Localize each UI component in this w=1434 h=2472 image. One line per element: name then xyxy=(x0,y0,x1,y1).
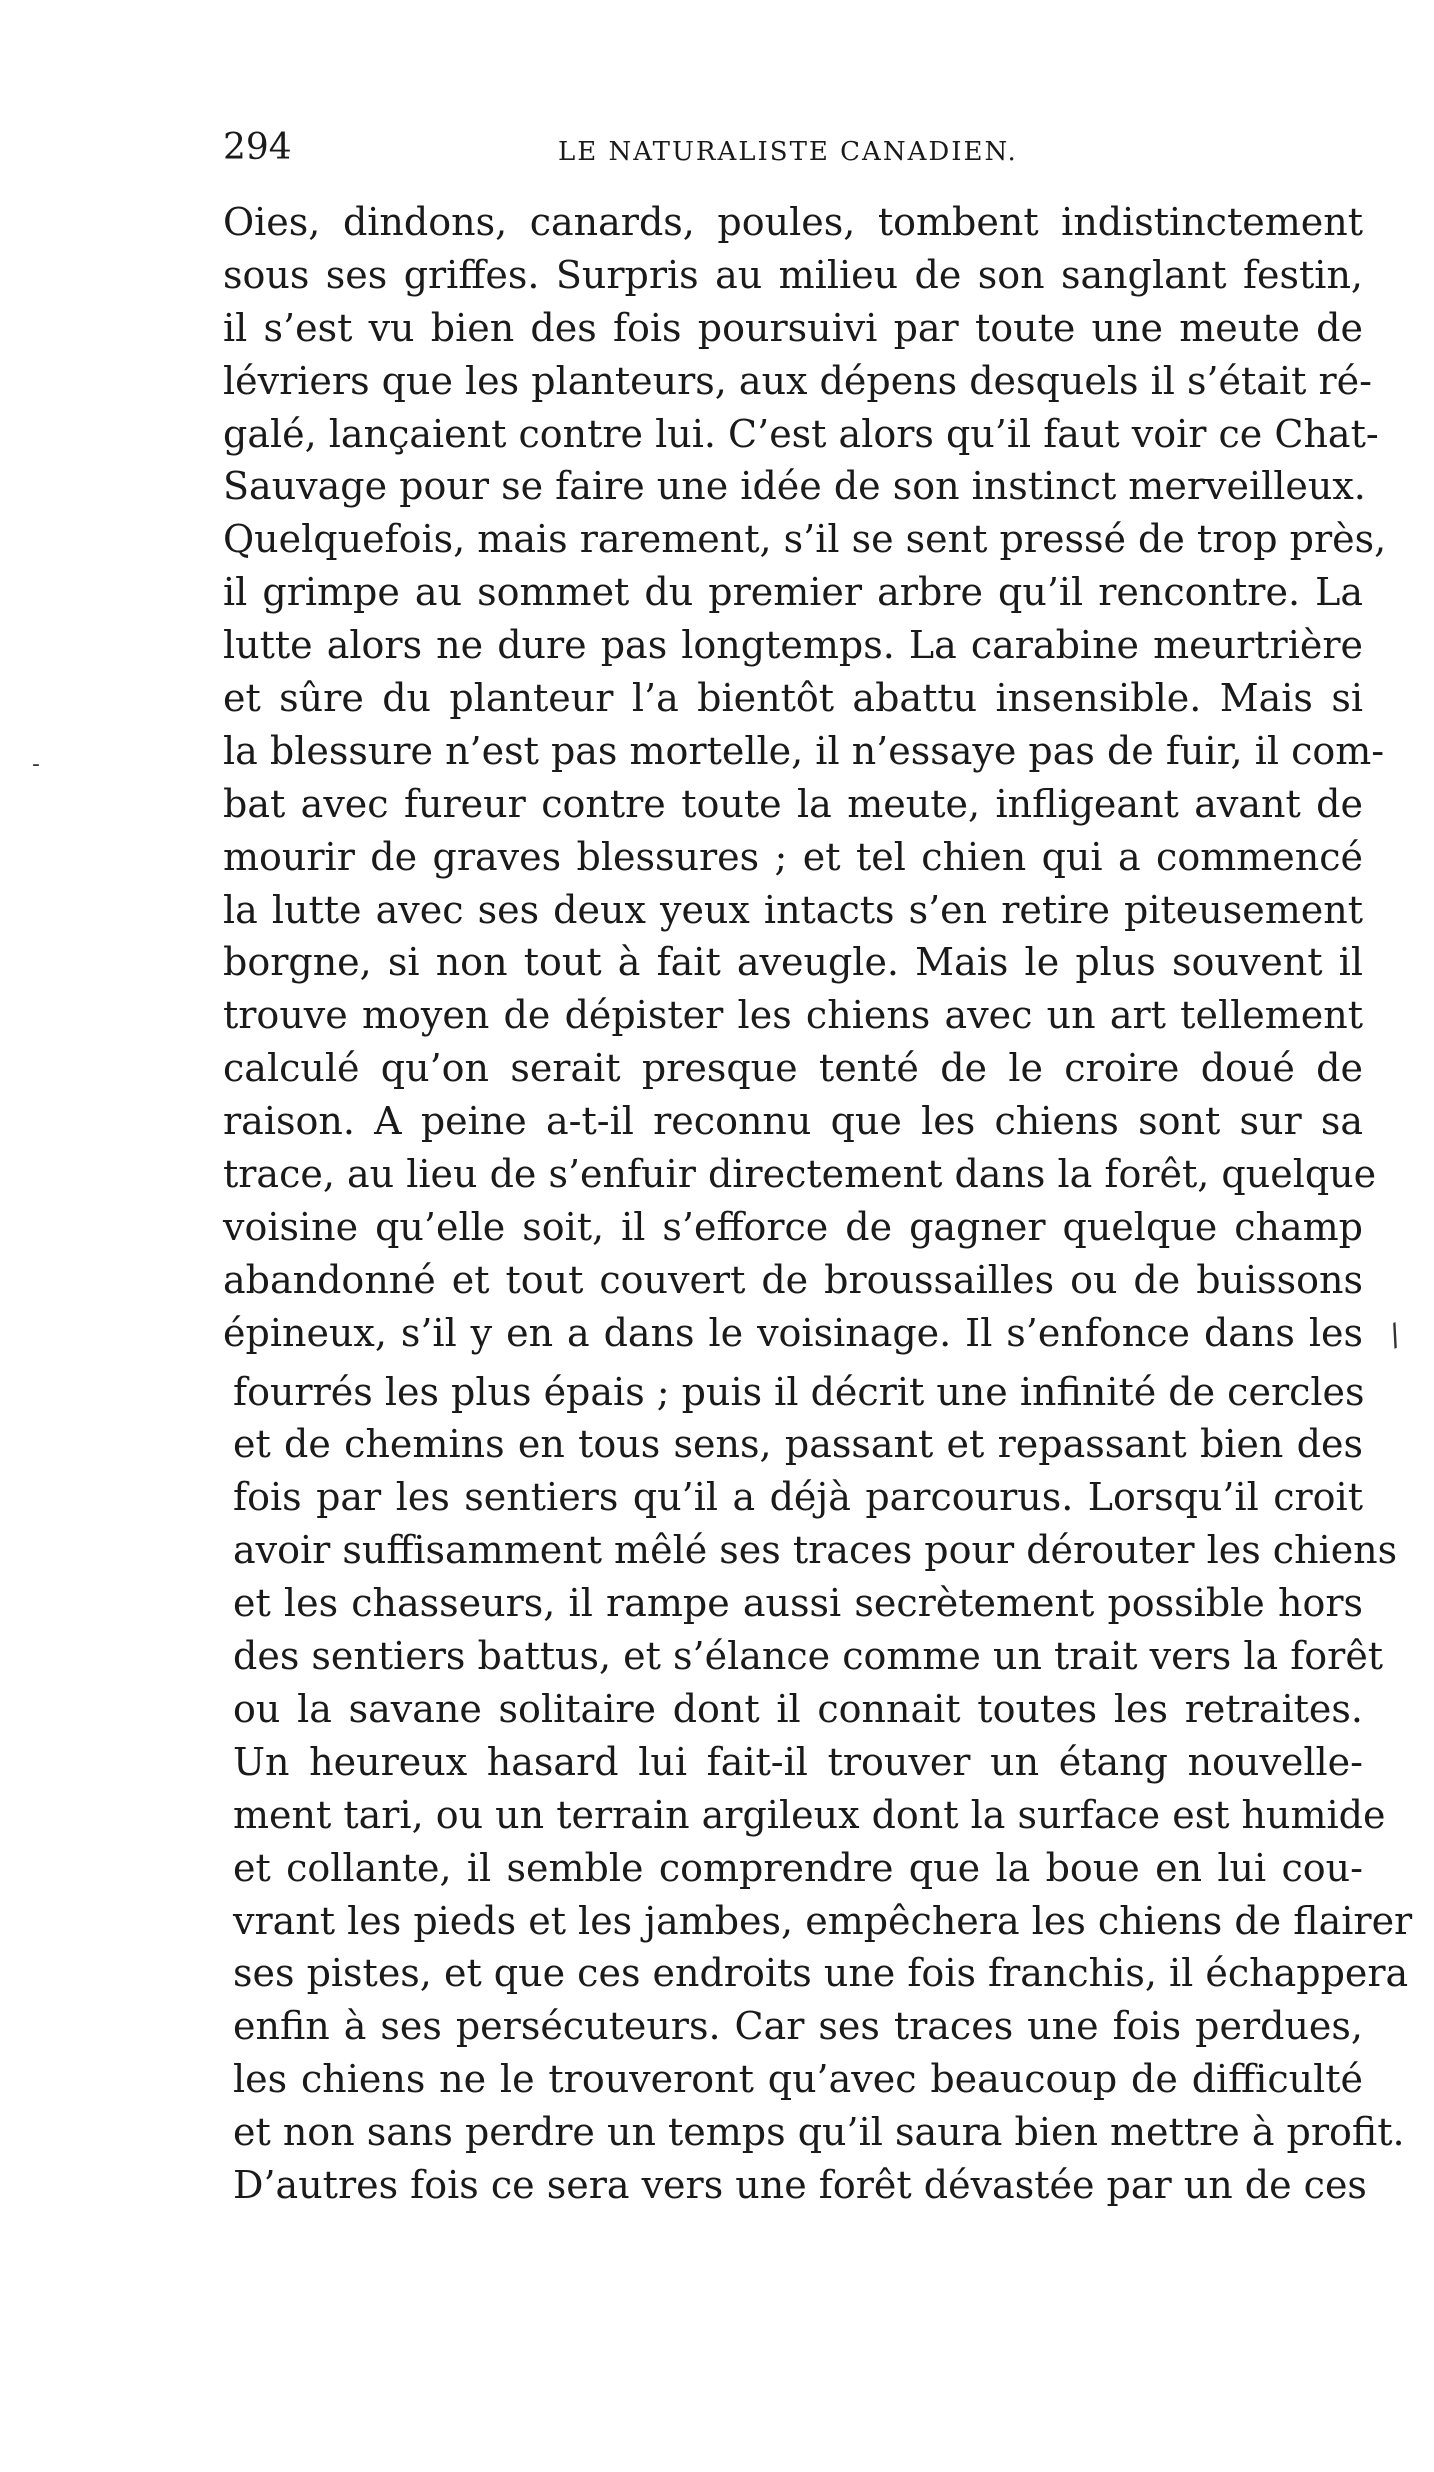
text-line: et de chemins en tous sens, passant et repassant bien des xyxy=(233,1422,1363,1467)
text-line: fois par les sentiers qu’il a déjà parcourus. Lorsqu’il croit xyxy=(233,1475,1363,1520)
text-line: raison. A peine a-t-il reconnu que les chiens sont sur sa xyxy=(223,1099,1363,1144)
text-line: il grimpe au sommet du premier arbre qu’il rencontre. La xyxy=(223,570,1363,615)
text-line: lévriers que les planteurs, aux dépens desquels il s’était ré- xyxy=(223,358,1372,403)
text-line: trace, au lieu de s’enfuir directement dans la forêt, quelque xyxy=(223,1152,1377,1197)
text-line: et non sans perdre un temps qu’il saura bien mettre à profit. xyxy=(233,2110,1405,2155)
text-line: ou la savane solitaire dont il connait toutes les retraites. xyxy=(233,1686,1363,1731)
text-line: Oies, dindons, canards, poules, tombent indistinctement xyxy=(223,200,1363,244)
text-line: et les chasseurs, il rampe aussi secrètement possible hors xyxy=(233,1581,1363,1626)
text-line: la lutte avec ses deux yeux intacts s’en retire piteusement xyxy=(223,887,1363,932)
text-line: Sauvage pour se faire une idée de son instinct merveilleux. xyxy=(223,464,1366,509)
text-block-lower xyxy=(223,1366,1413,2212)
text-line: il s’est vu bien des fois poursuivi par toute une meute de xyxy=(223,305,1363,350)
text-line: vrant les pieds et les jambes, empêchera les chiens de flairer xyxy=(233,1898,1413,1943)
text-line: avoir suffisamment mêlé ses traces pour dérouter les chiens xyxy=(233,1528,1398,1573)
text-line: les chiens ne le trouveront qu’avec beaucoup de difficulté xyxy=(233,2057,1363,2102)
text-block-upper xyxy=(223,196,1387,1360)
text-line: fourrés les plus épais ; puis il décrit une infinité de cercles xyxy=(233,1369,1365,1414)
text-line: bat avec fureur contre toute la meute, infligeant avant de xyxy=(223,781,1363,826)
page-number: 294 xyxy=(223,127,292,168)
text-line: abandonné et tout couvert de broussailles ou de buissons xyxy=(223,1257,1363,1302)
text-line: Quelquefois, mais rarement, s’il se sent pressé de trop près, xyxy=(223,517,1387,562)
text-line: et sûre du planteur l’a bientôt abattu insensible. Mais si xyxy=(223,676,1363,721)
margin-mark-left: - xyxy=(32,752,40,777)
text-line: des sentiers battus, et s’élance comme un trait vers la forêt xyxy=(233,1634,1384,1679)
margin-mark-right: / xyxy=(1384,1317,1406,1354)
text-line: sous ses griffes. Surpris au milieu de son sanglant festin, xyxy=(223,252,1363,297)
text-line: trouve moyen de dépister les chiens avec un art tellement xyxy=(223,993,1363,1038)
text-line: ment tari, ou un terrain argileux dont la surface est humide xyxy=(233,1792,1386,1837)
text-line: galé, lançaient contre lui. C’est alors qu’il faut voir ce Chat- xyxy=(223,411,1379,456)
text-line: enfin à ses persécuteurs. Car ses traces une fois perdues, xyxy=(233,2004,1363,2049)
text-line: épineux, s’il y en a dans le voisinage. Il s’enfonce dans les xyxy=(223,1310,1363,1355)
text-line: mourir de graves blessures ; et tel chien qui a commencé xyxy=(223,834,1363,879)
text-line: la blessure n’est pas mortelle, il n’essaye pas de fuir, il com- xyxy=(223,728,1385,773)
text-line: lutte alors ne dure pas longtemps. La carabine meurtrière xyxy=(223,623,1363,668)
text-line: Un heureux hasard lui fait-il trouver un étang nouvelle- xyxy=(233,1739,1363,1784)
text-line: calculé qu’on serait presque tenté de le croire doué de xyxy=(223,1046,1363,1091)
text-line: et collante, il semble comprendre que la boue en lui cou- xyxy=(233,1845,1363,1890)
text-line: D’autres fois ce sera vers une forêt dévastée par un de ces xyxy=(233,2162,1367,2207)
text-line: voisine qu’elle soit, il s’efforce de gagner quelque champ xyxy=(223,1204,1363,1249)
text-line: borgne, si non tout à fait aveugle. Mais le plus souvent il xyxy=(223,940,1363,985)
page-header xyxy=(223,118,1363,178)
running-head: LE NATURALISTE CANADIEN. xyxy=(558,137,1018,167)
body-text xyxy=(223,196,1413,2212)
text-line: ses pistes, et que ces endroits une fois franchis, il échappera xyxy=(233,1951,1409,1996)
